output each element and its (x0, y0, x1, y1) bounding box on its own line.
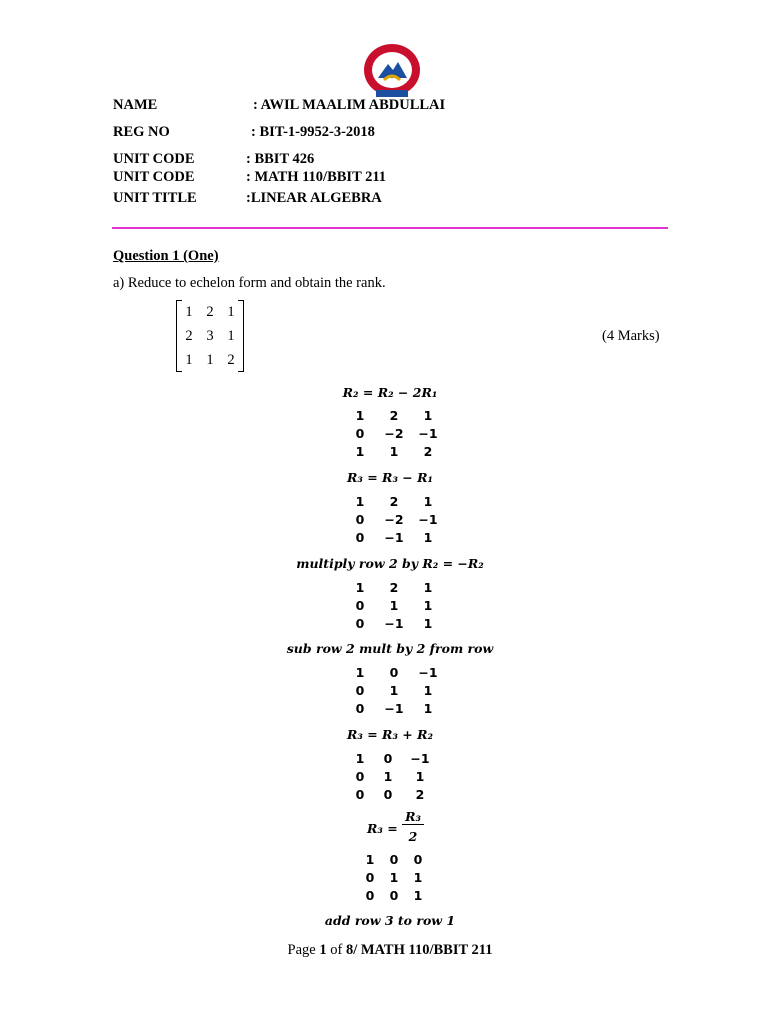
step-cell: 1 (355, 751, 365, 766)
footer-page-of: of (326, 942, 346, 958)
step-matrix-row (330, 530, 460, 548)
step-matrix-row (330, 580, 460, 598)
step-cell: 2 (389, 494, 399, 509)
step-matrix-row (330, 888, 460, 906)
matrix-cell: 1 (227, 328, 235, 344)
step-cell: −2 (384, 426, 404, 441)
step-cell: 1 (423, 530, 433, 545)
question-title: Question 1 (One) (113, 248, 219, 264)
unit-title-value: :LINEAR ALGEBRA (246, 190, 382, 206)
step-cell: 1 (389, 683, 399, 698)
step-cell: 1 (355, 444, 365, 459)
name-label: NAME (113, 97, 158, 113)
step-cell: 0 (355, 701, 365, 716)
unit-code-value-2: : MATH 110/BBIT 211 (246, 169, 387, 185)
step-cell: 0 (355, 598, 365, 613)
step-matrix-row (330, 408, 460, 426)
matrix-cell: 1 (227, 304, 235, 320)
question-part-a: a) Reduce to echelon form and obtain the rank. (113, 275, 386, 291)
step-cell: 1 (389, 598, 399, 613)
matrix-cell: 2 (227, 352, 235, 368)
step-cell: 0 (355, 426, 365, 441)
step-cell: 0 (383, 787, 393, 802)
footer-page-number: 1 (319, 942, 327, 958)
step-cell: 0 (413, 852, 423, 867)
step-cell: 0 (355, 530, 365, 545)
step-operation: add row 3 to row 1 (324, 913, 456, 928)
step-cell: 1 (423, 598, 433, 613)
step-operation: multiply row 2 by R₂ = −R₂ (296, 556, 484, 571)
step-cell: 1 (415, 769, 425, 784)
step-matrix-row (330, 444, 460, 462)
step-cell: 0 (355, 512, 365, 527)
step-cell: 1 (365, 852, 375, 867)
step-cell: 1 (355, 494, 365, 509)
step-cell: 1 (355, 580, 365, 595)
step-cell: 0 (355, 616, 365, 631)
step-cell: 1 (413, 888, 423, 903)
step-cell: 1 (423, 580, 433, 595)
step-cell: −1 (418, 426, 438, 441)
fraction-denominator: 2 (408, 829, 418, 844)
step-cell: 2 (389, 408, 399, 423)
step-matrix-row (330, 616, 460, 634)
header-divider (112, 227, 668, 229)
step-cell: 1 (389, 444, 399, 459)
question-matrix (176, 300, 244, 372)
step-cell: 1 (389, 870, 399, 885)
step-cell: −1 (384, 701, 404, 716)
step-cell: 1 (355, 408, 365, 423)
step-matrix-row (330, 512, 460, 530)
step-matrix-row (330, 870, 460, 888)
step-cell: 2 (423, 444, 433, 459)
step-cell: 1 (355, 665, 365, 680)
step-cell: −2 (384, 512, 404, 527)
footer-page-total: 8 (345, 942, 354, 958)
unit-title-label: UNIT TITLE (113, 190, 197, 206)
matrix-right-bracket (238, 300, 244, 372)
footer-page-prefix: Page (287, 942, 320, 958)
step-cell: 1 (423, 683, 433, 698)
matrix-cell: 3 (206, 328, 214, 344)
step-matrix-row (330, 494, 460, 512)
matrix-cell: 1 (185, 304, 193, 320)
unit-code-value-1: : BBIT 426 (246, 151, 315, 167)
university-seal-icon (360, 42, 424, 100)
step-matrix-row (330, 852, 460, 870)
step-cell: 1 (413, 870, 423, 885)
unit-code-label-2: UNIT CODE (113, 169, 195, 185)
step-cell: −1 (410, 751, 430, 766)
step-operation: R₃ = R₃ + R₂ (347, 727, 433, 742)
step-cell: 0 (355, 683, 365, 698)
step-matrix-row (330, 426, 460, 444)
step-cell: 0 (389, 665, 399, 680)
fraction-numerator: R₃ (402, 809, 424, 825)
step-operation: R₃ = R₃ − R₁ (347, 470, 433, 485)
step-cell: 1 (423, 701, 433, 716)
university-logo (360, 42, 424, 100)
step-cell: 1 (423, 616, 433, 631)
page-footer (180, 942, 600, 959)
step-cell: 0 (389, 888, 399, 903)
step-cell: −1 (418, 665, 438, 680)
step-cell: 0 (355, 769, 365, 784)
step-operation: sub row 2 mult by 2 from row (286, 641, 494, 656)
fraction-lhs: R₃ = (367, 821, 398, 836)
step-cell: 0 (365, 888, 375, 903)
step-cell: 2 (415, 787, 425, 802)
matrix-cell: 1 (185, 352, 193, 368)
matrix-cell: 2 (185, 328, 193, 344)
reg-value: : BIT-1-9952-3-2018 (251, 124, 375, 140)
step-cell: −1 (384, 616, 404, 631)
step-cell: −1 (384, 530, 404, 545)
step-cell: 0 (355, 787, 365, 802)
step-matrix-row (330, 751, 460, 769)
step-operation: R₂ = R₂ − 2R₁ (342, 385, 438, 400)
step-matrix-row (330, 598, 460, 616)
step-matrix-row (330, 683, 460, 701)
step-cell: −1 (418, 512, 438, 527)
step-cell: 1 (423, 408, 433, 423)
marks-label: (4 Marks) (602, 328, 660, 344)
unit-code-label-1: UNIT CODE (113, 151, 195, 167)
step-cell: 0 (389, 852, 399, 867)
step-matrix-row (330, 701, 460, 719)
step-matrix-row (330, 769, 460, 787)
matrix-cell: 1 (206, 352, 214, 368)
step-cell: 0 (365, 870, 375, 885)
step-cell: 0 (383, 751, 393, 766)
matrix-cell: 2 (206, 304, 214, 320)
step-cell: 2 (389, 580, 399, 595)
step-matrix-row (330, 787, 460, 805)
name-value: : AWIL MAALIM ABDULLAI (253, 97, 446, 113)
reg-label: REG NO (113, 124, 170, 140)
step-matrix-row (330, 665, 460, 683)
step-cell: 1 (383, 769, 393, 784)
footer-course: / MATH 110/BBIT 211 (353, 942, 493, 958)
step-cell: 1 (423, 494, 433, 509)
